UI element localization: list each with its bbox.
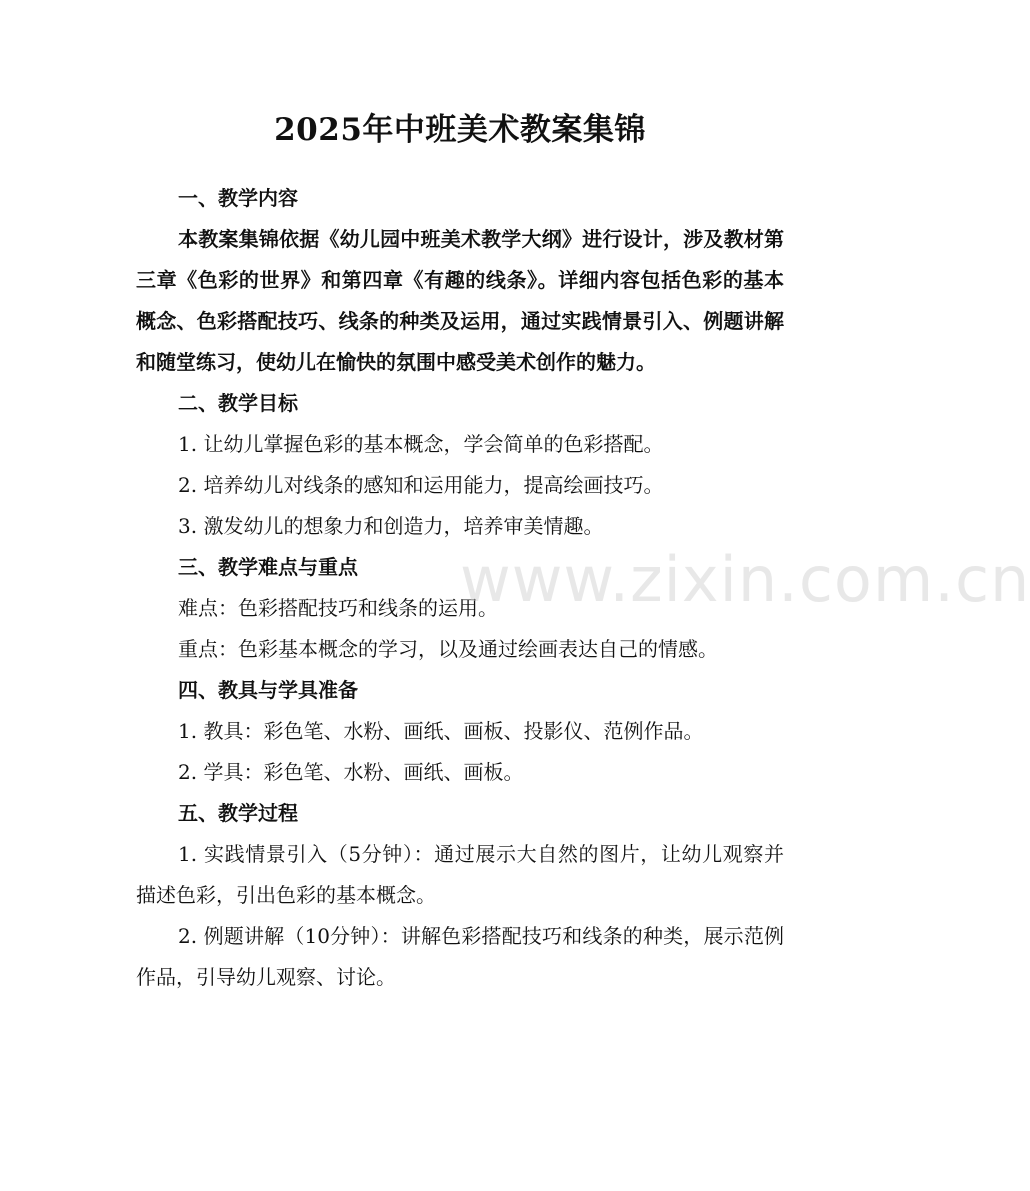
goal-item: 2. 培养幼儿对线条的感知和运用能力，提高绘画技巧。: [178, 473, 664, 497]
difficulty-item: 难点：色彩搭配技巧和线条的运用。: [178, 596, 498, 620]
section-heading-process: 五、教学过程: [178, 801, 298, 825]
section-heading-content: 一、教学内容: [178, 186, 298, 210]
material-item: 1. 教具：彩色笔、水粉、画纸、画板、投影仪、范例作品。: [178, 719, 704, 743]
document-body: [136, 104, 784, 998]
section-heading-materials: 四、教具与学具准备: [178, 678, 358, 702]
watermark-text: www.zixin.com.cn: [460, 543, 1030, 616]
section-heading-difficulties: 三、教学难点与重点: [178, 555, 358, 579]
section-heading-goals: 二、教学目标: [178, 391, 298, 415]
document-title: 2025年中班美术教案集锦: [274, 112, 646, 148]
process-step: 2. 例题讲解（10分钟）：讲解色彩搭配技巧和线条的种类，展示范例作品，引导幼儿观察、讨论。: [136, 924, 784, 989]
goal-item: 3. 激发幼儿的想象力和创造力，培养审美情趣。: [178, 514, 604, 538]
key-point-item: 重点：色彩基本概念的学习，以及通过绘画表达自己的情感。: [178, 637, 718, 661]
goal-item: 1. 让幼儿掌握色彩的基本概念，学会简单的色彩搭配。: [178, 432, 664, 456]
process-step: 1. 实践情景引入（5分钟）：通过展示大自然的图片，让幼儿观察并描述色彩，引出色彩的基本概念。: [136, 842, 784, 907]
content-paragraph: 本教案集锦依据《幼儿园中班美术教学大纲》进行设计，涉及教材第三章《色彩的世界》和第四章《有趣的线条》。详细内容包括色彩的基本概念、色彩搭配技巧、线条的种类及运用，通过实践情景引入、例题讲解和随堂练习，使幼儿在愉快的氛围中感受美术创作的魅力。: [136, 227, 784, 374]
material-item: 2. 学具：彩色笔、水粉、画纸、画板。: [178, 760, 524, 784]
